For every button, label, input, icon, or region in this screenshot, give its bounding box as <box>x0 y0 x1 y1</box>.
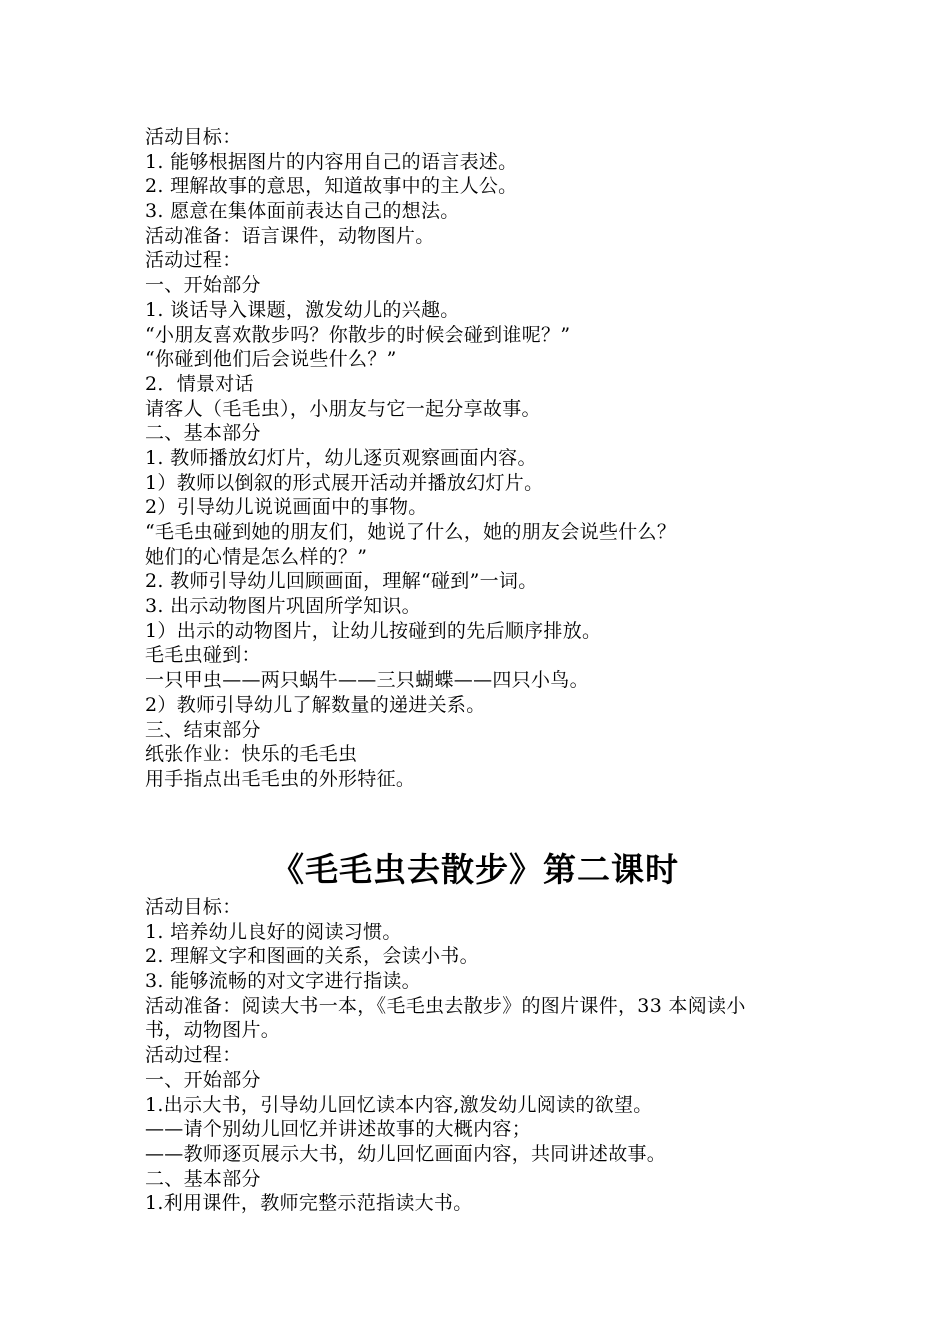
text-line: 用手指点出毛毛虫的外形特征。 <box>145 767 416 790</box>
lesson-two-text <box>145 895 825 1216</box>
text-line: 活动准备：阅读大书一本，《毛毛虫去散步》的图片课件，33 本阅读小 <box>145 994 746 1017</box>
text-line: 活动准备：语言课件，动物图片。 <box>145 224 435 247</box>
lesson-two-title: 《毛毛虫去散步》第二课时 <box>271 850 679 889</box>
text-line: 一、开始部分 <box>145 1068 261 1091</box>
text-line: 1. 培养幼儿良好的阅读习惯。 <box>145 920 402 943</box>
text-line: 一、开始部分 <box>145 274 261 297</box>
text-line: 1.利用课件，教师完整示范指读大书。 <box>145 1192 473 1215</box>
text-line: 3. 能够流畅的对文字进行指读。 <box>145 970 421 993</box>
text-line: 书，动物图片。 <box>145 1019 281 1042</box>
text-line: 2. 理解文字和图画的关系，会读小书。 <box>145 945 479 968</box>
text-line: 2. 教师引导幼儿回顾画面，理解“碰到”一词。 <box>145 570 538 593</box>
text-line: 1.出示大书，引导幼儿回忆读本内容,激发幼儿阅读的欲望。 <box>145 1093 653 1116</box>
text-line: 2）教师引导幼儿了解数量的递进关系。 <box>145 693 486 716</box>
text-line: 三、结束部分 <box>145 718 261 741</box>
text-line: 3. 愿意在集体面前表达自己的想法。 <box>145 200 460 223</box>
text-line: 二、基本部分 <box>145 1167 261 1190</box>
text-line: “你碰到他们后会说些什么？” <box>145 348 397 371</box>
text-line: 纸张作业：快乐的毛毛虫 <box>145 743 358 766</box>
text-line: 2. 理解故事的意思，知道故事中的主人公。 <box>145 175 518 198</box>
text-line: 请客人（毛毛虫），小朋友与它一起分享故事。 <box>145 397 541 420</box>
text-line: 活动目标： <box>145 896 242 918</box>
text-line: 毛毛虫碰到： <box>145 644 261 667</box>
text-line: 1）教师以倒叙的形式展开活动并播放幻灯片。 <box>145 471 544 494</box>
text-line: 1. 教师播放幻灯片，幼儿逐页观察画面内容。 <box>145 446 537 469</box>
text-line: “小朋友喜欢散步吗？你散步的时候会碰到谁呢？” <box>145 323 571 346</box>
text-line: 二、基本部分 <box>145 422 261 445</box>
text-line: 2）引导幼儿说说画面中的事物。 <box>145 496 428 519</box>
text-line: 活动过程： <box>145 249 242 272</box>
text-line: 1. 能够根据图片的内容用自己的语言表述。 <box>145 150 518 173</box>
lesson-one-text <box>145 125 825 792</box>
text-line: 1. 谈话导入课题，激发幼儿的兴趣。 <box>145 298 460 321</box>
text-line: 她们的心情是怎么样的？” <box>145 545 368 568</box>
text-line: 2．情景对话 <box>145 372 254 395</box>
text-line: 活动目标： <box>145 126 242 148</box>
text-line: 一只甲虫——两只蜗牛——三只蝴蝶——四只小鸟。 <box>145 669 589 692</box>
text-line: 1）出示的动物图片，让幼儿按碰到的先后顺序排放。 <box>145 619 602 642</box>
text-line: “毛毛虫碰到她的朋友们，她说了什么，她的朋友会说些什么？ <box>145 521 677 543</box>
text-line: ——教师逐页展示大书，幼儿回忆画面内容，共同讲述故事。 <box>145 1142 667 1165</box>
text-line: 活动过程： <box>145 1044 242 1067</box>
text-line: ——请个别幼儿回忆并讲述故事的大概内容； <box>145 1118 532 1141</box>
text-line: 3. 出示动物图片巩固所学知识。 <box>145 595 421 618</box>
